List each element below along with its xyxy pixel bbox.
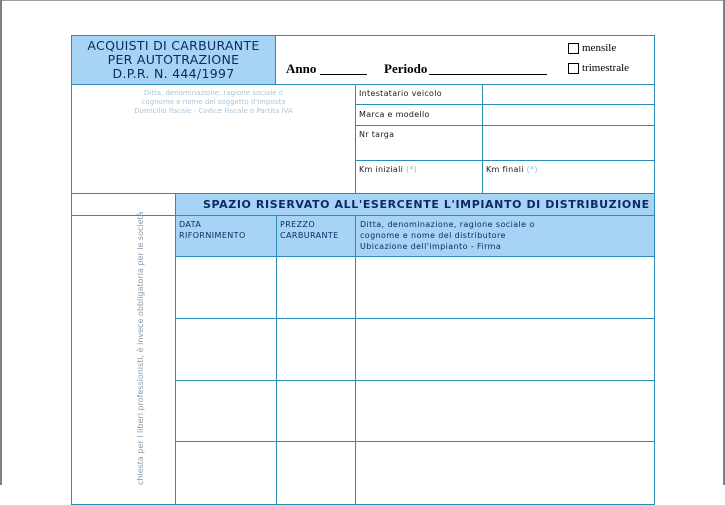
km-finali-label — [486, 165, 538, 174]
col-prezzo-line-1: PREZZO — [280, 220, 316, 229]
col-prezzo-line-2: CARBURANTE — [280, 231, 339, 240]
form-title-line-2: PER AUTOTRAZIONE — [107, 52, 240, 67]
col-data-line-2: RIFORNIMENTO — [179, 231, 246, 240]
km-iniziali-asterisk: (*) — [406, 165, 418, 174]
form-title-line-1: ACQUISTI DI CARBURANTE — [87, 38, 260, 53]
col-ditta-header — [360, 219, 535, 252]
anno-label: Anno — [286, 61, 317, 76]
km-iniziali-text: Km iniziali — [359, 165, 404, 174]
entry-1-data[interactable] — [176, 257, 276, 318]
owner-hint-line-3: Domicilio fiscale - Codice Fiscale o Partita IVA — [134, 107, 293, 115]
entry-1-ditta[interactable] — [356, 257, 654, 318]
col-prezzo-header — [280, 219, 339, 241]
vehicle-row-line-3 — [355, 160, 655, 161]
periodo-label: Periodo — [384, 61, 428, 76]
trimestrale-label: trimestrale — [582, 62, 630, 74]
marca-label: Marca e modello — [359, 110, 430, 119]
mensile-label: mensile — [582, 42, 617, 54]
marca-field[interactable] — [483, 105, 654, 125]
entry-1-prezzo[interactable] — [277, 257, 355, 318]
km-finali-asterisk: (*) — [526, 165, 538, 174]
form-title — [71, 35, 276, 85]
periodo-field[interactable] — [429, 74, 547, 75]
fuel-purchase-form — [71, 35, 655, 495]
owner-hint-line-2: cognome e nome del soggetto d'imposta — [141, 98, 286, 106]
entry-2-prezzo[interactable] — [277, 319, 355, 380]
side-note-cell — [71, 215, 176, 505]
targa-field[interactable] — [483, 126, 654, 160]
entry-3-ditta[interactable] — [356, 381, 654, 441]
entry-4-data[interactable] — [176, 442, 276, 485]
window-left-edge — [0, 0, 2, 485]
col-ditta-line-1: Ditta, denominazione, ragione sociale o — [360, 220, 535, 229]
section-title: SPAZIO RISERVATO ALL'ESERCENTE L'IMPIANTO DI DISTRIBUZIONE — [203, 198, 650, 211]
km-iniziali-label — [359, 165, 417, 174]
entry-4-ditta[interactable] — [356, 442, 654, 485]
targa-label: Nr targa — [359, 130, 395, 139]
col-ditta-line-2: cognome e nome del distributore — [360, 231, 506, 240]
intestatario-field[interactable] — [483, 85, 654, 104]
col-data-line-1: DATA — [179, 220, 202, 229]
col-data-header — [179, 219, 246, 241]
owner-hint — [111, 89, 316, 116]
mensile-checkbox[interactable] — [568, 43, 579, 54]
col-ditta-line-3: Ubicazione dell'impianto - Firma — [360, 242, 502, 251]
anno-field[interactable] — [320, 74, 367, 75]
entry-3-prezzo[interactable] — [277, 381, 355, 441]
entry-2-data[interactable] — [176, 319, 276, 380]
entry-2-ditta[interactable] — [356, 319, 654, 380]
intestatario-label: Intestatario veicolo — [359, 89, 442, 98]
entry-3-data[interactable] — [176, 381, 276, 441]
entry-4-prezzo[interactable] — [277, 442, 355, 485]
km-finali-text: Km finali — [486, 165, 524, 174]
section-spacer-cell — [71, 193, 176, 216]
owner-hint-line-1: Ditta, denominazione, ragione sociale o — [143, 89, 284, 97]
side-note: chiesta per i liberi professionisti, è invece obbligatoria per le società — [136, 211, 145, 485]
trimestrale-checkbox[interactable] — [568, 63, 579, 74]
window-top-edge — [0, 0, 725, 1]
form-title-line-3: D.P.R. N. 444/1997 — [112, 66, 235, 81]
